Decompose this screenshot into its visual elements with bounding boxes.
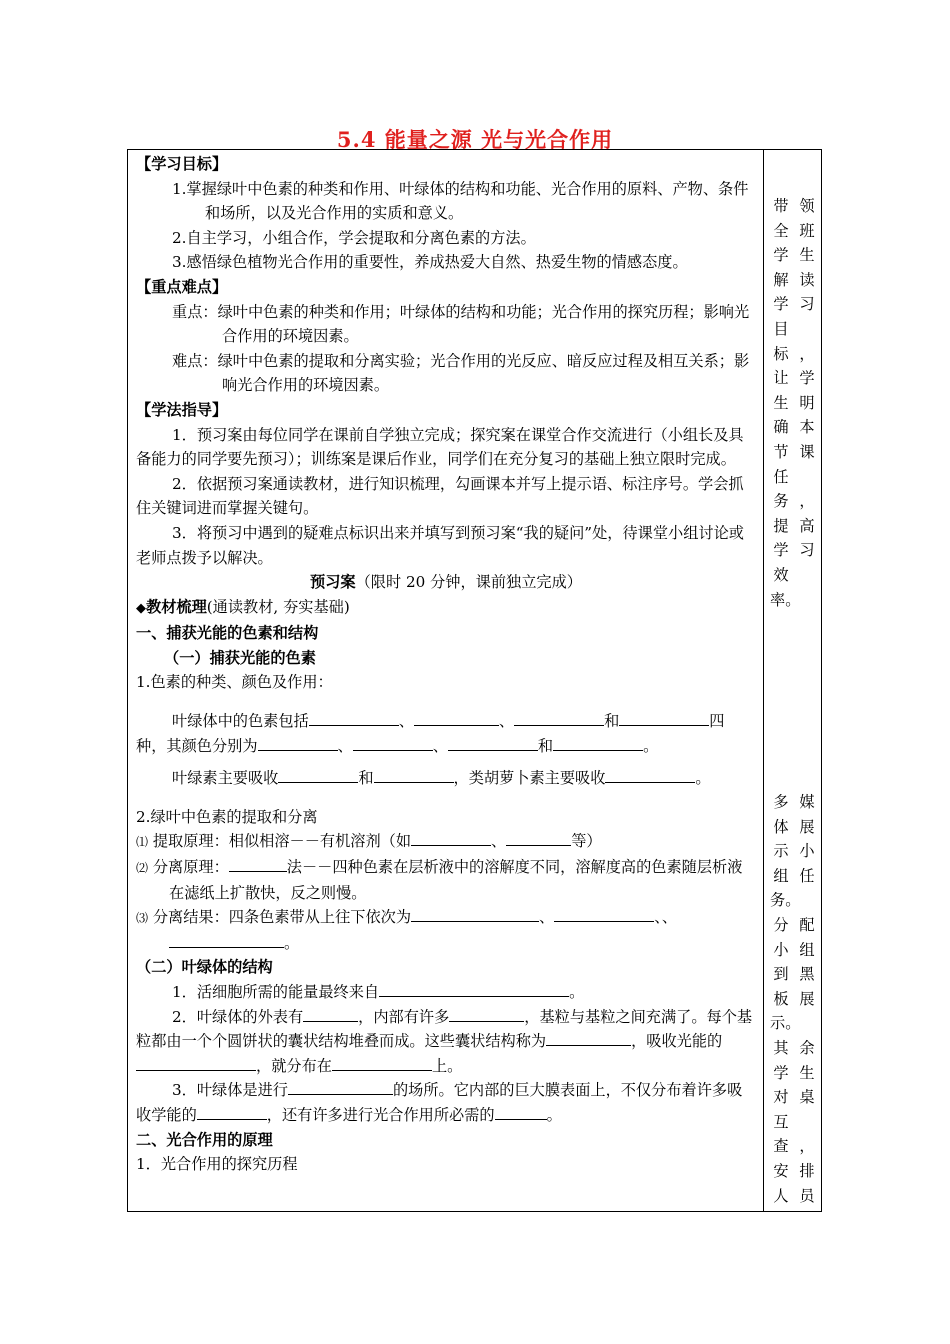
goals-heading: 【学习目标】 [136,155,228,173]
guide-item: 1．预习案由每位同学在课前自学独立完成；探究案在课堂合作交流进行（小组长及具备能力的同学要先预习）；训练案是课后作业，同学们在充分复习的基础上独立限时完成。 [136,425,744,469]
text: 叶绿体中的色素包括 [172,712,309,731]
sort-note: (通读教材, 夯实基础) [206,597,350,616]
side-char: 余 [799,1038,815,1057]
side-char: 黑 [799,965,815,984]
text: 。 [546,1105,562,1124]
side-char: 生 [799,1063,815,1082]
side-char: ， [799,344,815,363]
side-char: 务。 [770,891,801,910]
answer-blank[interactable] [332,1054,432,1071]
answer-blank[interactable] [303,1005,358,1022]
answer-blank[interactable] [514,709,604,726]
text: 、 [661,908,677,927]
answer-blank[interactable] [197,1103,267,1120]
answer-blank[interactable] [136,1054,256,1071]
side-col1-top [770,194,801,612]
text: 等） [571,832,602,851]
side-char: 安 [773,1161,789,1180]
text: 、 [654,908,662,927]
number: ⑶ [136,911,149,926]
preview-title: 预习案 [310,573,356,592]
text: ，基粒与基粒之间充满了 [524,1007,692,1026]
text: 提取原理：相似相溶－－有机溶剂（如 [152,832,412,851]
side-char: 提 [773,516,789,535]
side-col2-bottom [796,790,818,1208]
answer-blank[interactable] [605,766,695,783]
text: ，吸收光能的 [631,1032,723,1051]
s2-q3 [136,1078,756,1127]
side-char: 对 [773,1088,789,1107]
keypoints-heading: 【重点难点】 [136,277,228,296]
guide-item: 3．将预习中遇到的疑难点标识出来并填写到预习案“我的疑问”处，待课堂小组讨论或老师点拨予以解决。 [136,523,744,567]
key-point: 重点：绿叶中色素的种类和作用；叶绿体的结构和功能；光合作用的探究历程；影响光合作用的环境因素。 [172,302,750,346]
answer-blank[interactable] [411,905,539,922]
side-char: 领 [799,197,815,215]
text: 和 [358,769,374,788]
side-col1-bottom [770,790,801,1208]
q2-c [136,905,756,955]
q1-line-c [136,766,756,791]
answer-blank[interactable] [278,766,358,783]
side-char: 任 [799,866,815,885]
side-char: 桌 [799,1088,815,1107]
side-char: 学 [773,295,789,314]
side-char: 明 [799,393,815,412]
text: ，还有许多进行光合作用所必需的 [266,1105,495,1124]
side-char: 多 [773,793,789,811]
q1-line-a [136,709,756,734]
side-char: 目 [773,319,789,338]
number: ⑵ [136,861,149,876]
part1-heading: 一、捕获光能的色素和结构 [136,624,319,643]
answer-blank[interactable] [414,709,499,726]
side-char: 互 [773,1112,789,1131]
difficult-point: 难点：绿叶中色素的提取和分离实验；光合作用的光反应、暗反应过程及相互关系；影响光合作用的环境因素。 [172,351,750,395]
text: 上。 [431,1056,463,1075]
side-char: 课 [799,442,815,461]
side-char: 展 [799,989,815,1008]
side-char: 分 [773,915,789,934]
side-char: 习 [799,541,815,560]
goal-item: 3.感悟绿色植物光合作用的重要性，养成热爱大自然、热爱生物的情感态度。 [172,253,688,272]
text: 分离原理： [152,858,229,877]
text: 、 [337,736,353,755]
side-char: 其 [773,1038,789,1057]
answer-blank[interactable] [353,734,433,751]
side-char: 确 [773,418,789,437]
side-char: 任 [773,467,789,486]
text: 、 [432,736,448,755]
answer-blank[interactable] [411,829,491,846]
side-char: 学 [773,246,789,265]
side-char: 人 [773,1186,789,1205]
answer-blank[interactable] [449,1005,524,1022]
answer-blank[interactable] [448,734,538,751]
text: 2．叶绿体的外表有 [172,1007,304,1026]
side-char: 到 [773,965,789,984]
text: 、 [398,712,414,731]
side-char: 示。 [770,1014,801,1033]
guide-item: 2．依据预习案通读教材，进行知识梳理，勾画课本并写上提示语、标注序号。学会抓住关键词进而掌握关键句。 [136,474,744,518]
goal-item: 2.自主学习，小组合作，学会提取和分离色素的方法。 [172,228,536,247]
answer-blank[interactable] [546,1029,631,1046]
answer-blank[interactable] [506,829,571,846]
answer-blank[interactable] [553,734,643,751]
text: 种，其颜色分别为 [136,736,258,755]
s2-q2 [136,1005,756,1079]
s2-q1 [136,980,756,1005]
side-gap [796,888,818,913]
text: 法－－四种色素在层析液中的溶解度不同，溶解度高的色素随层析液在滤纸上扩散快，反之则慢。 [169,858,743,902]
preview-header [136,570,756,595]
side-char: 小 [773,940,789,959]
side-char: ， [799,492,815,511]
answer-blank[interactable] [229,855,287,872]
side-char: 组 [799,940,815,959]
diamond-icon: ◆ [136,600,146,616]
answer-blank[interactable] [169,931,284,948]
text: 。每个基粒都由一个个圆饼状的囊状结构堆叠而成。这些囊状结构称为 [136,1007,753,1051]
side-char: 学 [773,541,789,560]
side-col2-top [796,194,818,563]
side-char: 配 [799,915,815,934]
text: 和 [537,736,554,755]
q2: 2.绿叶中色素的提取和分离 [136,807,318,826]
answer-blank[interactable] [258,734,338,751]
text: 四 [709,712,725,731]
side-gap [796,465,818,490]
goal-item: 1.掌握绿叶中色素的种类和作用、叶绿体的结构和功能、光合作用的原料、产物、条件和场所，以及光合作用的实质和意义。 [172,179,749,223]
side-char: 务 [773,492,789,511]
text: 。 [643,736,659,755]
column-divider [763,149,764,1212]
text: ，类胡萝卜素主要吸收 [453,769,606,788]
side-char: 查 [773,1137,789,1156]
side-char: 小 [799,842,815,861]
side-char: 排 [799,1161,815,1180]
text: 、 [491,832,507,851]
side-char: 学 [773,1063,789,1082]
side-char: 学 [799,369,815,388]
side-char: 率。 [770,590,801,609]
text: 和 [604,712,620,731]
answer-blank[interactable] [495,1103,547,1120]
side-gap [796,317,818,342]
q1: 1.色素的种类、颜色及作用： [136,673,333,692]
q2-a [136,829,756,855]
answer-blank[interactable] [288,1078,393,1095]
side-char: 节 [773,442,789,461]
p2-q1: 1．光合作用的探究历程 [136,1155,298,1174]
text: ，内部有许多 [358,1007,450,1026]
text: 。 [695,769,711,788]
side-char: 习 [799,295,815,314]
side-char: 生 [799,246,815,265]
side-char: 读 [799,270,815,289]
side-char: 媒 [799,793,815,811]
side-char: 解 [773,270,789,289]
guide-heading: 【学法指导】 [136,400,228,419]
text: 分离结果：四条色素带从上往下依次为 [152,908,412,927]
side-char: 带 [773,197,789,215]
side-char: 效 [773,565,789,584]
side-gap [796,1011,818,1036]
page-title: 5.4 能量之源 光与光合作用 [336,127,614,152]
preview-note: （限时 20 分钟，课前独立完成） [355,573,582,592]
side-char: 让 [773,369,789,388]
side-char: 高 [799,516,815,535]
side-char: 示 [773,842,789,861]
answer-blank[interactable] [379,980,569,997]
q1-line-b [136,734,756,759]
answer-blank[interactable] [374,766,454,783]
answer-blank[interactable] [309,709,399,726]
side-char: 班 [799,221,815,240]
side-char: 体 [773,817,789,836]
side-char: 标 [773,344,789,363]
text: ，就分布在 [256,1056,332,1075]
side-char: 组 [773,866,789,885]
side-char: ， [799,1137,815,1156]
q2-b [136,855,756,905]
sort-line [136,595,756,622]
side-char: 全 [773,221,789,240]
side-gap [796,1110,818,1135]
text: 的场所。它内部的巨大膜表面上，不仅分布着许多吸收学能的 [136,1081,743,1124]
answer-blank[interactable] [619,709,709,726]
part2-heading: 二、光合作用的原理 [136,1130,273,1149]
text: 3．叶绿体是进行 [172,1081,288,1100]
answer-blank[interactable] [554,905,654,922]
number: ⑴ [136,835,149,850]
text: 1．活细胞所需的能量最终来自 [172,983,380,1001]
side-char: 本 [799,418,815,437]
side-char: 展 [799,817,815,836]
text: 。 [284,933,300,952]
side-char: 员 [799,1186,815,1205]
sort-label: 教材梳理 [146,597,207,616]
text: 。 [569,983,585,1001]
side-char: 板 [773,989,789,1008]
text: 叶绿素主要吸收 [172,769,279,788]
text: 、 [498,712,515,731]
sub2-heading: （二）叶绿体的结构 [136,958,273,977]
sub1-heading: （一）捕获光能的色素 [164,648,316,667]
text: 、 [539,908,555,927]
side-char: 生 [773,393,789,412]
main-column [136,152,756,1177]
